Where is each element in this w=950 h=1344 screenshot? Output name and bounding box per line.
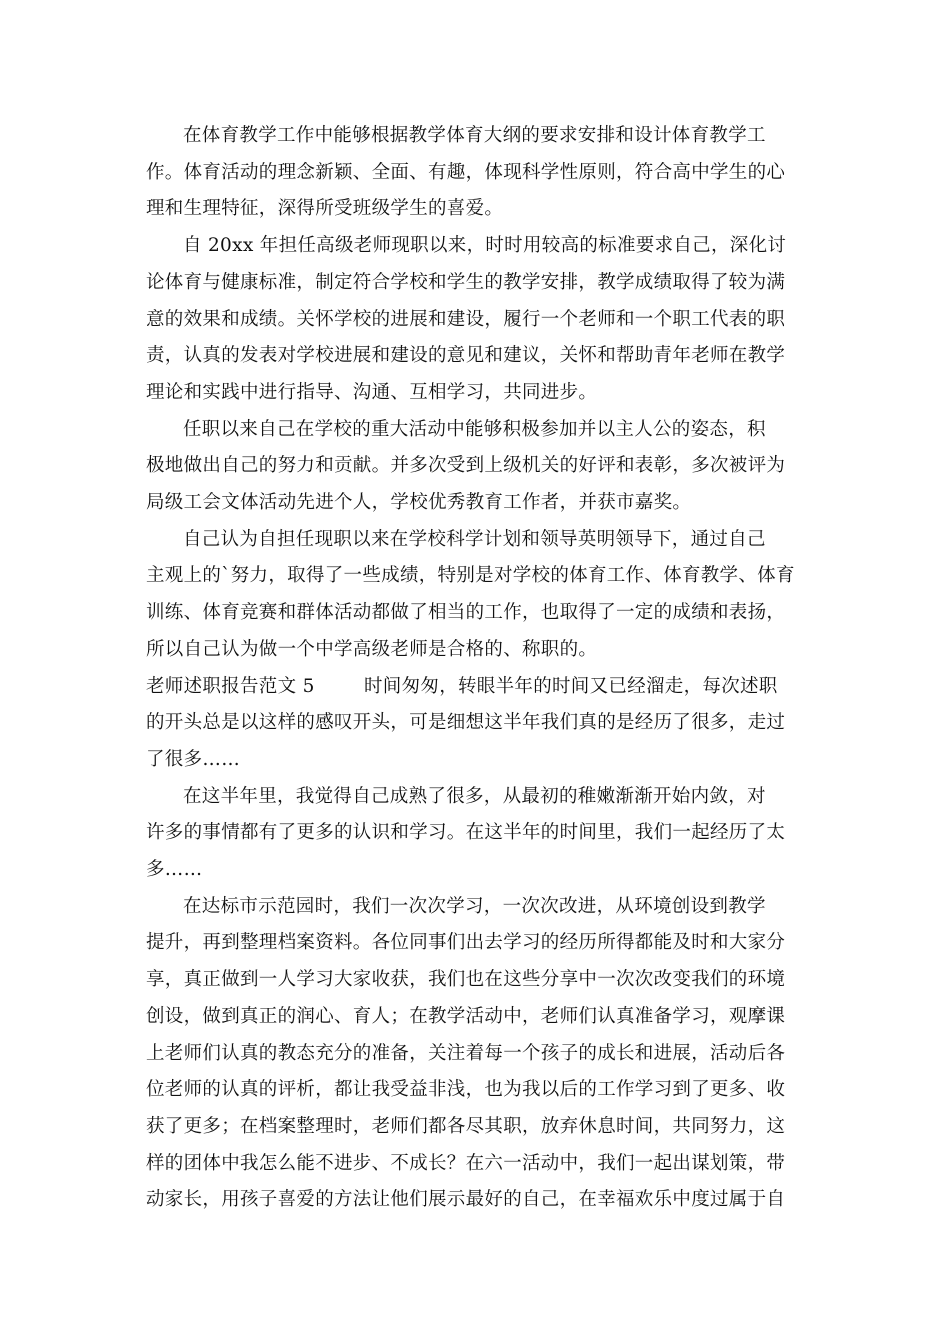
paragraph-line: 作。体育活动的理念新颖、全面、有趣，体现科学性原则，符合高中学生的心 — [146, 161, 786, 183]
paragraph-5 — [146, 779, 806, 889]
paragraph-1 — [146, 118, 806, 228]
paragraph-line: 极地做出自己的努力和贡献。并多次受到上级机关的好评和表彰，多次被评为 — [146, 455, 786, 477]
paragraph-line: 享，真正做到一人学习大家收获，我们也在这些分享中一次次改变我们的环境 — [146, 969, 786, 991]
paragraph-4 — [146, 522, 806, 669]
paragraph-line: 获了更多；在档案整理时，老师们都各尽其职，放弃休息时间，共同努力，这 — [146, 1115, 786, 1137]
paragraph-line: 自己认为自担任现职以来在学校科学计划和领导英明领导下，通过自己 — [183, 528, 766, 550]
paragraph-line: 上老师们认真的教态充分的准备，关注着每一个孩子的成长和进展，活动后各 — [146, 1042, 786, 1064]
paragraph-line: 在达标市示范园时，我们一次次学习，一次次改进，从环境创设到教学 — [183, 895, 766, 917]
paragraph-line: 所以自己认为做一个中学高级老师是合格的、称职的。 — [146, 638, 598, 660]
paragraph-line: 多…… — [146, 859, 203, 881]
paragraph-line: 的开头总是以这样的感叹开头，可是细想这半年我们真的是经历了很多，走过 — [146, 712, 786, 734]
paragraph-line: 位老师的认真的评析，都让我受益非浅，也为我以后的工作学习到了更多、收 — [146, 1079, 786, 1101]
paragraph-line: 论体育与健康标准，制定符合学校和学生的教学安排，教学成绩取得了较为满 — [146, 271, 786, 293]
section-heading-line — [146, 669, 806, 706]
paragraph-line: 理和生理特征，深得所受班级学生的喜爱。 — [146, 198, 504, 220]
paragraph-line: 在这半年里，我觉得自己成熟了很多，从最初的稚嫩渐渐开始内敛，对 — [183, 785, 766, 807]
paragraph-2 — [146, 228, 806, 412]
paragraph-line: 意的效果和成绩。关怀学校的进展和建设，履行一个老师和一个职工代表的职 — [146, 308, 786, 330]
paragraph-line: 责，认真的发表对学校进展和建设的意见和建议，关怀和帮助青年老师在教学 — [146, 345, 786, 367]
section-heading-block — [146, 669, 806, 779]
paragraph-line: 动家长，用孩子喜爱的方法让他们展示最好的自己，在幸福欢乐中度过属于自 — [146, 1189, 786, 1211]
paragraph-line: 提升，再到整理档案资料。各位同事们出去学习的经历所得都能及时和大家分 — [146, 932, 786, 954]
paragraph-line: 许多的事情都有了更多的认识和学习。在这半年的时间里，我们一起经历了太 — [146, 822, 786, 844]
section-title: 老师述职报告范文 5 — [146, 675, 315, 697]
paragraph-line: 了很多…… — [146, 748, 241, 770]
paragraph-3 — [146, 412, 806, 522]
paragraph-line: 创设，做到真正的润心、育人；在教学活动中，老师们认真准备学习，观摩课 — [146, 1005, 786, 1027]
paragraph-line: 样的团体中我怎么能不进步、不成长？在六一活动中，我们一起出谋划策，带 — [146, 1152, 786, 1174]
paragraph-line: 主观上的`努力，取得了一些成绩，特别是对学校的体育工作、体育教学、体育 — [146, 565, 795, 587]
paragraph-line: 局级工会文体活动先进个人，学校优秀教育工作者，并获市嘉奖。 — [146, 492, 692, 514]
paragraph-6 — [146, 889, 806, 1219]
paragraph-line: 理论和实践中进行指导、沟通、互相学习，共同进步。 — [146, 381, 598, 403]
paragraph-line: 在体育教学工作中能够根据教学体育大纲的要求安排和设计体育教学工 — [183, 125, 766, 146]
document-page — [146, 118, 806, 1219]
paragraph-line: 自 20xx 年担任高级老师现职以来，时时用较高的标准要求自己，深化讨 — [183, 235, 787, 257]
paragraph-line: 任职以来自己在学校的重大活动中能够积极参加并以主人公的姿态，积 — [183, 418, 766, 440]
paragraph-line: 训练、体育竞赛和群体活动都做了相当的工作，也取得了一定的成绩和表扬， — [146, 602, 786, 624]
section-first-line: 时间匆匆，转眼半年的时间又已经溜走，每次述职 — [364, 675, 778, 697]
